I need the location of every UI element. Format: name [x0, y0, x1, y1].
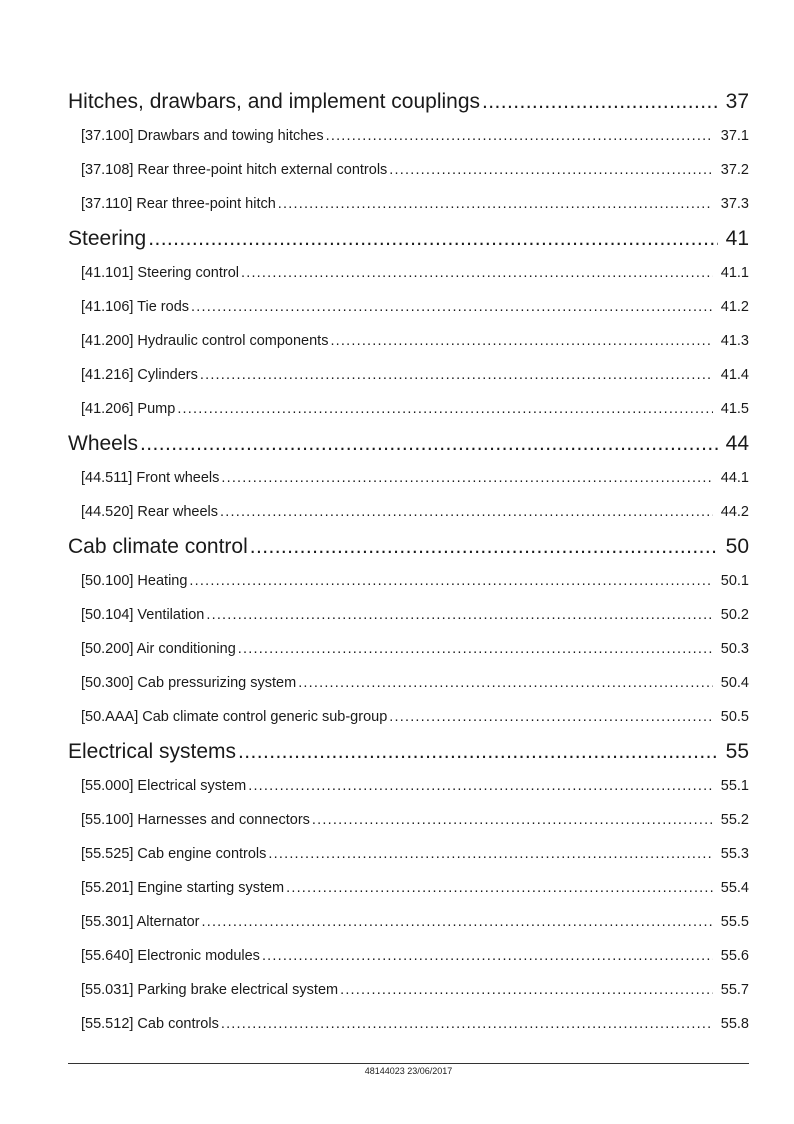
- section-page-number: 55.8: [720, 1016, 749, 1032]
- dot-leader: [220, 495, 713, 529]
- section-page-number: 41.4: [720, 367, 749, 383]
- dot-leader: [326, 119, 713, 153]
- toc-section-entry[interactable]: [68, 358, 749, 392]
- toc-chapter-entry[interactable]: [68, 221, 749, 256]
- toc-chapter-entry[interactable]: [68, 426, 749, 461]
- chapter-page-number: 37: [725, 90, 749, 113]
- toc-section-entry[interactable]: [68, 495, 749, 529]
- toc-section-entry[interactable]: [68, 187, 749, 221]
- chapter-page-number: 55: [725, 740, 749, 763]
- dot-leader: [286, 871, 713, 905]
- toc-section-entry[interactable]: [68, 153, 749, 187]
- section-title: [41.206] Pump: [81, 401, 176, 417]
- toc-section-entry[interactable]: [68, 666, 749, 700]
- toc-chapter-entry[interactable]: [68, 734, 749, 769]
- dot-leader: [312, 803, 713, 837]
- dot-leader: [330, 324, 712, 358]
- section-title: [55.301] Alternator: [81, 914, 200, 930]
- dot-leader: [241, 256, 713, 290]
- toc-section-entry[interactable]: [68, 1007, 749, 1041]
- toc-section-entry[interactable]: [68, 632, 749, 666]
- section-page-number: 55.2: [720, 812, 749, 828]
- section-title: [37.110] Rear three-point hitch: [81, 196, 276, 212]
- section-title: [55.525] Cab engine controls: [81, 846, 267, 862]
- section-title: [41.106] Tie rods: [81, 299, 190, 315]
- dot-leader: [177, 392, 712, 426]
- dot-leader: [202, 905, 713, 939]
- section-title: [37.108] Rear three-point hitch external controls: [81, 162, 388, 178]
- dot-leader: [250, 529, 718, 564]
- toc-section-entry[interactable]: [68, 256, 749, 290]
- dot-leader: [298, 666, 713, 700]
- dot-leader: [238, 734, 718, 769]
- toc-section-entry[interactable]: [68, 598, 749, 632]
- section-title: [50.200] Air conditioning: [81, 641, 236, 657]
- section-title: [44.511] Front wheels: [81, 470, 220, 486]
- section-page-number: 41.3: [720, 333, 749, 349]
- chapter-page-number: 50: [725, 535, 749, 558]
- dot-leader: [140, 426, 718, 461]
- section-page-number: 41.5: [720, 401, 749, 417]
- dot-leader: [340, 973, 713, 1007]
- section-title: [50.104] Ventilation: [81, 607, 205, 623]
- dot-leader: [278, 187, 713, 221]
- toc-section-entry[interactable]: [68, 290, 749, 324]
- toc-section-entry[interactable]: [68, 392, 749, 426]
- dot-leader: [268, 837, 712, 871]
- section-title: [55.000] Electrical system: [81, 778, 247, 794]
- dot-leader: [221, 461, 712, 495]
- section-page-number: 50.4: [720, 675, 749, 691]
- section-title: [44.520] Rear wheels: [81, 504, 219, 520]
- dot-leader: [206, 598, 712, 632]
- section-title: [41.200] Hydraulic control components: [81, 333, 329, 349]
- dot-leader: [189, 564, 712, 598]
- section-title: [55.640] Electronic modules: [81, 948, 260, 964]
- section-title: [55.100] Harnesses and connectors: [81, 812, 310, 828]
- toc-section-entry[interactable]: [68, 803, 749, 837]
- toc-chapter-entry[interactable]: [68, 529, 749, 564]
- section-title: [50.100] Heating: [81, 573, 188, 589]
- dot-leader: [148, 221, 717, 256]
- toc-section-entry[interactable]: [68, 837, 749, 871]
- table-of-contents: [68, 84, 749, 1041]
- toc-section-entry[interactable]: [68, 461, 749, 495]
- chapter-page-number: 44: [725, 432, 749, 455]
- toc-chapter-entry[interactable]: [68, 84, 749, 119]
- section-page-number: 37.1: [720, 128, 749, 144]
- section-page-number: 55.5: [720, 914, 749, 930]
- toc-section-entry[interactable]: [68, 700, 749, 734]
- chapter-title: Cab climate control: [68, 535, 248, 558]
- footer-document-id: 48144023 23/06/2017: [364, 1066, 453, 1076]
- dot-leader: [238, 632, 713, 666]
- section-page-number: 37.2: [720, 162, 749, 178]
- dot-leader: [482, 84, 718, 119]
- dot-leader: [221, 1007, 713, 1041]
- section-page-number: 44.2: [720, 504, 749, 520]
- dot-leader: [389, 153, 712, 187]
- dot-leader: [191, 290, 713, 324]
- section-page-number: 41.2: [720, 299, 749, 315]
- toc-section-entry[interactable]: [68, 871, 749, 905]
- section-page-number: 50.2: [720, 607, 749, 623]
- toc-section-entry[interactable]: [68, 769, 749, 803]
- chapter-page-number: 41: [725, 227, 749, 250]
- toc-section-entry[interactable]: [68, 939, 749, 973]
- section-title: [55.031] Parking brake electrical system: [81, 982, 339, 998]
- section-page-number: 55.1: [720, 778, 749, 794]
- chapter-title: Wheels: [68, 432, 139, 455]
- section-page-number: 55.7: [720, 982, 749, 998]
- section-page-number: 41.1: [720, 265, 749, 281]
- section-page-number: 37.3: [720, 196, 749, 212]
- section-page-number: 50.5: [720, 709, 749, 725]
- dot-leader: [200, 358, 713, 392]
- section-page-number: 55.4: [720, 880, 749, 896]
- section-page-number: 55.6: [720, 948, 749, 964]
- section-title: [55.512] Cab controls: [81, 1016, 219, 1032]
- section-title: [37.100] Drawbars and towing hitches: [81, 128, 324, 144]
- toc-section-entry[interactable]: [68, 564, 749, 598]
- chapter-title: Steering: [68, 227, 147, 250]
- dot-leader: [389, 700, 712, 734]
- section-title: [41.101] Steering control: [81, 265, 239, 281]
- dot-leader: [262, 939, 713, 973]
- chapter-title: Electrical systems: [68, 740, 237, 763]
- footer-divider: [68, 1063, 749, 1064]
- dot-leader: [248, 769, 713, 803]
- toc-section-entry[interactable]: [68, 324, 749, 358]
- toc-section-entry[interactable]: [68, 905, 749, 939]
- section-page-number: 50.3: [720, 641, 749, 657]
- section-title: [41.216] Cylinders: [81, 367, 198, 383]
- section-page-number: 50.1: [720, 573, 749, 589]
- section-title: [55.201] Engine starting system: [81, 880, 285, 896]
- chapter-title: Hitches, drawbars, and implement couplings: [68, 90, 481, 113]
- section-page-number: 55.3: [720, 846, 749, 862]
- toc-section-entry[interactable]: [68, 973, 749, 1007]
- section-title: [50.AAA] Cab climate control generic sub-group: [81, 709, 388, 725]
- section-title: [50.300] Cab pressurizing system: [81, 675, 297, 691]
- toc-section-entry[interactable]: [68, 119, 749, 153]
- section-page-number: 44.1: [720, 470, 749, 486]
